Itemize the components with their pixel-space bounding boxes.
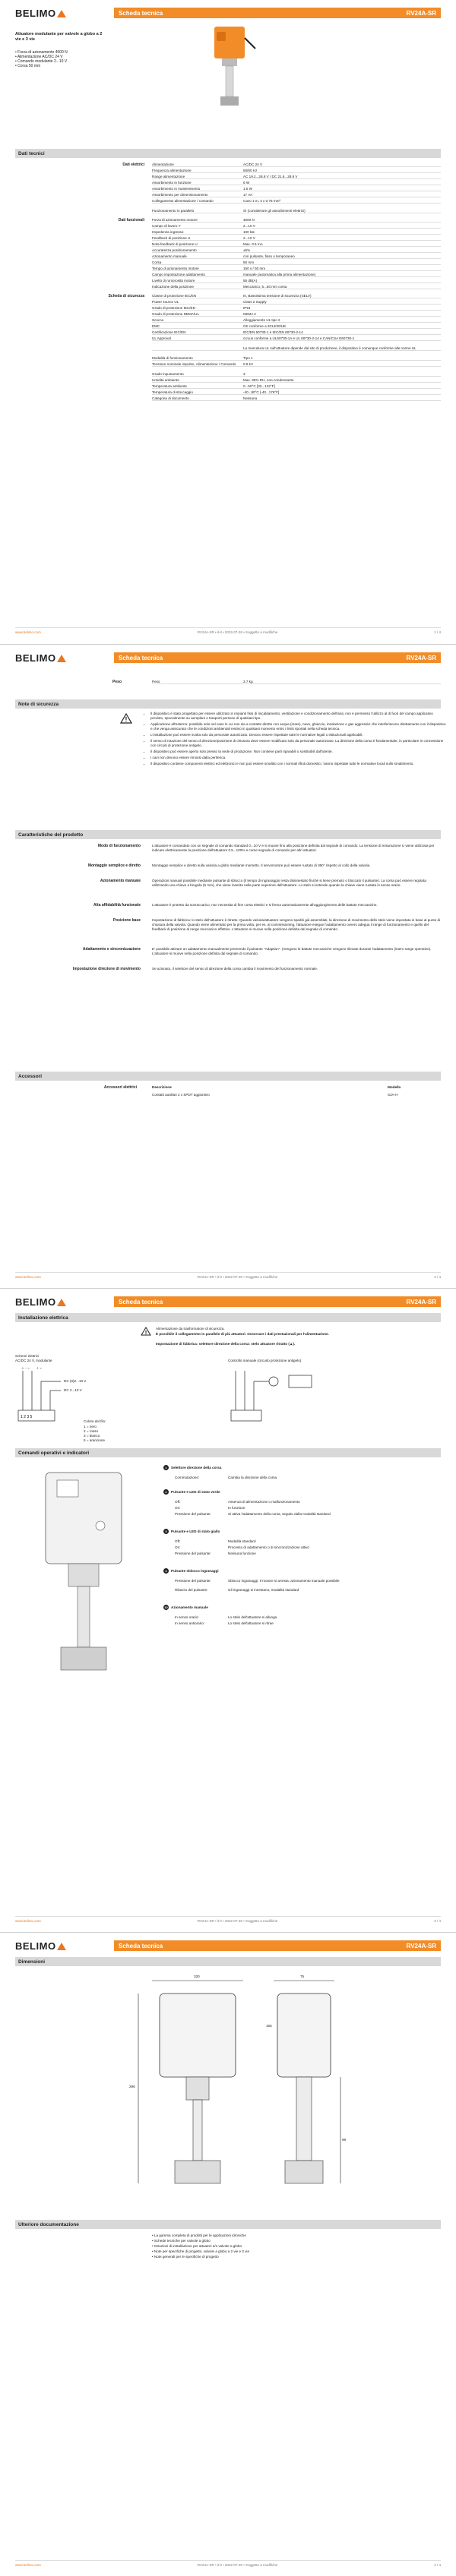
tech-row	[152, 306, 441, 311]
tech-row-key: Classe di protezione IEC/EN	[152, 294, 197, 298]
product-subtitle: Attuatore modulante per valvole a globo a 2 vie e 3 vie	[15, 32, 103, 42]
feature-text: L'attuatore è comandato con un segnale di comando standard 0...10 V e si muove fino alla posizione definita dal segnale di comando. La tensione di misurazione U viene utilizzata per indicare elettricamente la posizione dell'attuatore 0.5...100% e come segnale di comando per altri attuatori.	[152, 844, 435, 852]
feature-text: Operazioni manuali possibile mediante pulsante di sblocco (il tempo di ingranaggio resta disinnestato finché si tiene premuto o bloccato il pulsante). La corsa può essere regolata utilizzando una chiave a brugola (5 mm), che viene inserita nella parte superiore dell'attuatore. Lo stelo si estende quando la chiave viene ruotata in senso orario.	[152, 879, 426, 887]
tech-row-value: 0.8 kV	[243, 362, 254, 366]
product-bullet: • Forza di azionamento 4500 N	[15, 50, 68, 55]
header-title: Scheda tecnica	[119, 1942, 163, 1949]
tech-row-key: Nota feedback di posizione U	[152, 242, 198, 246]
feature-label: Alta affidabilità funzionale	[93, 903, 141, 908]
tech-row-value: con pulsante, fisso o temporaneo	[243, 254, 295, 258]
acc-row-model: S2A-H	[388, 1093, 398, 1097]
svg-text:!: !	[125, 716, 128, 723]
control-number-badge: 4	[163, 1568, 169, 1574]
warning-icon	[141, 1327, 151, 1336]
accessories-heading: Accessori	[15, 1072, 441, 1081]
header-bar	[114, 1940, 441, 1951]
tech-row	[152, 224, 441, 229]
install-warning-1: Alimentazione da trasformatore di sicurezza.	[156, 1327, 225, 1331]
header-model: RV24A-SR	[406, 654, 436, 661]
tech-row-value: 50 mm	[243, 260, 255, 264]
control-state-value: Nessuna funzione	[228, 1552, 256, 1555]
tech-row-value: NEMA 2	[243, 312, 256, 316]
control-title-text: Pulsante e LED di stato verde	[171, 1490, 220, 1494]
product-bullet: • Alimentazione AC/DC 24 V	[15, 55, 63, 59]
footer-page: 2 / 4	[434, 1275, 441, 1279]
tech-row-value: Max. 0.5 mA	[243, 242, 263, 246]
tech-row	[152, 318, 441, 323]
tech-row-value: La marcatura UL sull'attuatore dipende dal sito di produzione, il dispositivo è comunque conforme alle norme UL	[243, 346, 416, 350]
control-number-badge: 10	[164, 1605, 168, 1609]
tech-row-value: cULus conforme a UL60730-1A e UL 60730-2-14 e CAN/CSA E60730-1	[243, 336, 355, 340]
feature-label: Adattamento e sincronizzazione	[82, 947, 141, 952]
tech-row-key: Livello di rumorosità motore	[152, 279, 195, 283]
tech-row-key: Tempo di azionamento motore	[152, 267, 199, 270]
tech-row-key: Corsa	[152, 260, 162, 264]
tech-row	[152, 324, 441, 329]
safety-note: • Applicazione all'esterno: possibile solo nel caso in cui non sia a contatto diretto con acqua (mare), neve, ghiaccio, insolazione o gas aggressivi che interferiscono direttamente con il dispositivo e che venga assicurato che le condizioni ambientali restino in qualsiasi momento entro i limiti riportati nella scheda tecnica.	[150, 722, 447, 731]
tech-row-key: Certificazione IEC/EN	[152, 330, 186, 334]
control-state-value: Sblocco ingranaggi. Il motore si arresta, azionamento manuale possibile	[228, 1579, 340, 1583]
doc-link[interactable]: • Istruzioni di installazione per attuatori e/o valvole a globo	[152, 2244, 242, 2248]
tech-row-key	[152, 346, 243, 350]
footer-web[interactable]: www.belimo.com	[15, 1919, 41, 1923]
tech-row	[152, 248, 441, 253]
feature-label: Modo di funzionamento	[97, 844, 141, 848]
tech-row-key: Impedenza ingresso	[152, 230, 184, 234]
actuator-image	[205, 23, 258, 129]
control-state-value: Lo stelo dell'attuatore si allunga	[228, 1615, 277, 1619]
dimension-drawing	[129, 1975, 350, 2202]
manual-control-diagram	[228, 1365, 350, 1425]
control-title	[163, 1568, 219, 1574]
tech-row-key: Feedback di posizione U	[152, 236, 191, 240]
tech-row-value: AC/DC 24 V	[243, 163, 263, 166]
tech-row-key: Alimentazione	[152, 163, 174, 166]
tech-row-value: AC 19.2...28.8 V / DC 21.6...28.8 V	[243, 175, 298, 178]
page-4	[0, 1932, 456, 2576]
tech-row	[152, 285, 441, 289]
tech-row	[152, 218, 441, 223]
acc-row-desc: Contatti ausiliari 2 x SPDT aggiuntivo	[152, 1093, 210, 1097]
control-state-key: On:	[175, 1506, 181, 1510]
wire-color: 1 = nero	[84, 1425, 97, 1428]
tech-row	[152, 163, 441, 167]
feature-text: Se azionato, il selettore del senso di direzione della corsa cambia il movimento del funzionamento normale.	[152, 967, 318, 971]
tech-row-value: IEC/EN 60730-1 e IEC/EN 60730-2-14	[243, 330, 303, 334]
controls-heading: Comandi operativi e indicatori	[15, 1448, 441, 1457]
tech-row-value: IP54	[243, 306, 251, 310]
tech-row-key: Assorbimento in funzione	[152, 181, 192, 185]
tech-row-key: Azionamento manuale	[152, 254, 187, 258]
footer-page: 3 / 4	[434, 1919, 441, 1923]
tech-row-key: Campo impostazione adattamento	[152, 273, 205, 276]
feature-label: Posizione base	[112, 918, 141, 923]
control-number-badge: 3	[163, 1529, 169, 1534]
control-state-key: Off:	[175, 1500, 181, 1504]
tech-row-key: Temperatura di stoccaggio	[152, 390, 193, 394]
control-state-key: Pressione del pulsante:	[175, 1579, 211, 1583]
tech-row	[152, 169, 441, 173]
tech-row-value: Alloggiamento UL tipo 2	[243, 318, 280, 322]
tech-row-key: Assorbimento in mantenimento	[152, 187, 201, 191]
feature-label: Montaggio semplice e diretto	[87, 863, 141, 868]
footer-web[interactable]: www.belimo.com	[15, 2563, 41, 2567]
control-number-badge: 1	[163, 1465, 169, 1470]
signal-label-2: DC 2...10 V	[64, 1388, 82, 1392]
footer	[15, 1272, 441, 1279]
tech-row-value: 55 dB(A)	[243, 279, 258, 283]
tech-row	[152, 336, 441, 341]
footer-rev: RV24A-SR • it-it • 2022-07-26 • Soggetto a modifiche	[197, 1275, 278, 1279]
tech-row	[152, 300, 441, 305]
warning-icon	[120, 713, 132, 724]
tech-row-value: manuale (automatica alla prima alimentazione)	[243, 273, 316, 276]
doc-link[interactable]: • Note per specifiche di progetto, valvole a globo a 2 vie e 3 vie	[152, 2249, 250, 2253]
feature-text: E' possibile attivare un adattamento manualmente premendo il pulsante "Adaption". (Vengono le battute meccaniche vengono rilevate durante l'adattamento (intero range operativo). L'attuatore si muove nella posizione definita dal segnale di comando.	[152, 947, 432, 955]
tech-row	[152, 181, 441, 185]
safety-note: • L'installazione può essere svolta solo da personale autorizzato. Devono essere rispettate tutte le normative legali o istituzionali applicabili.	[150, 733, 447, 737]
control-state-key: Off:	[175, 1539, 181, 1543]
footer-web[interactable]: www.belimo.com	[15, 630, 41, 634]
feature-label: Impostazione direzione di movimento	[72, 967, 141, 971]
footer	[15, 1916, 441, 1923]
header-title: Scheda tecnica	[119, 654, 163, 661]
tech-row-key: Tensione nominale impulso, Alimentazione / Comando	[152, 362, 236, 366]
control-state-value: Processo di adattamento o di sincronizzazione attivo	[228, 1545, 309, 1549]
tech-row-key: Scocca	[152, 318, 164, 322]
control-state-key: On:	[175, 1545, 181, 1549]
tech-row-key: Collegamento alimentazione / comando	[152, 199, 214, 203]
control-state-key: Commutazione:	[175, 1476, 200, 1479]
dim-height-1: 296	[129, 2085, 135, 2088]
wiring-diagram	[15, 1365, 137, 1425]
actuator-drawing	[30, 1465, 137, 1678]
control-state-value: Lo stelo dell'attuatore si ritrae	[228, 1621, 274, 1625]
control-title	[163, 1465, 221, 1470]
tech-row-value: Meccanico, 5...50 mm corsa	[243, 285, 287, 289]
control-title	[163, 1605, 208, 1610]
wire-colors-title: Colore del filo:	[84, 1419, 106, 1423]
tech-row-value: -40...80°C [-40...176°F]	[243, 390, 280, 394]
tech-row	[152, 267, 441, 271]
control-state-value: In funzione	[228, 1506, 245, 1510]
tech-row-value: III, Bassissima tensione di sicurezza (SELV)	[243, 294, 312, 298]
dim-width-1: 330	[194, 1975, 200, 1978]
control-state-key: Pressione del pulsante:	[175, 1552, 211, 1555]
feature-label: Azionamento manuale	[100, 879, 141, 883]
control-state-value: Cambia la direzione della corsa	[228, 1476, 277, 1479]
feature-text: Montaggio semplice e diretto sulla valvola a globo mediante morsetto. Il servomotore può essere ruotato di 360° rispetto al collo della valvola.	[152, 863, 371, 867]
belimo-logo: BELIMO	[15, 8, 66, 19]
control-state-value: Assenza di alimentazione o malfunzionamento	[228, 1500, 300, 1504]
tech-row	[152, 312, 441, 317]
tech-row-key: Grado inquinamento	[152, 372, 184, 376]
accessories-label: Accessori elettrici	[103, 1085, 137, 1090]
tech-row-key: Accuratezza posizionamento	[152, 248, 197, 252]
tech-row-key: Categoria di documento	[152, 396, 189, 400]
control-state-value: Si attiva l'adattamento della corsa, seguito dalla modalità standard	[228, 1512, 331, 1516]
tech-row-value: Max. 95% RH, non-condensante	[243, 378, 294, 382]
dim-height-2: 98	[342, 2138, 347, 2142]
tech-row-value: 17 VA	[243, 193, 253, 197]
tech-row-value: Sì (considerare gli assorbimenti elettrici)	[243, 209, 306, 213]
tech-row	[152, 260, 441, 265]
footer-rev: RV24A-SR • it-it • 2022-07-26 • Soggetto a modifiche	[197, 2563, 278, 2567]
tech-row	[152, 254, 441, 259]
schema-subtitle: AC/DC 24 V, modulante	[15, 1359, 52, 1362]
tech-row-key: Grado di protezione IEC/EN	[152, 306, 195, 310]
tech-row-key: Assorbimento per dimensionamento	[152, 193, 208, 197]
tech-row	[152, 273, 441, 277]
tech-row-value: 1.5 W	[243, 187, 252, 191]
svg-text:1 2 3 5: 1 2 3 5	[21, 1415, 33, 1419]
product-bullet: • Corsa 50 mm	[15, 64, 41, 68]
peso-label: Peso	[112, 680, 122, 684]
tech-row-value: 2...10 V	[243, 224, 255, 228]
feature-text: Impostazione di fabbrica: lo stelo dell'attuatore è ritratto. Quando valvola/attuatore vengono spediti già assemblati, la direzione di movimento dello stelo viene impostata in base al punto di chiusura della valvola. Quando viene alimentato per la prima volta, per es. al commissioning, l'attuatore esegue l'adattamento ovvero adegua il range di funzionamento e quello del feedback di posizione al range meccanico effettivo. L'attuatore si muove nella posizione definita dal segnale di comando.	[152, 918, 441, 931]
safety-note: • Il senso di rotazione del senso di direzione/posizione di chiusura deve essere modificato solo da personale autorizzato. La direzione della corsa è fondamentale, in particolare in connessione con circuiti di protezione antigelo.	[150, 739, 447, 748]
wire-color: 2 = rosso	[84, 1429, 99, 1433]
tech-row-value: 150 s / 50 mm	[243, 267, 266, 270]
tech-row	[152, 187, 441, 191]
belimo-logo: BELIMO	[15, 1940, 66, 1952]
tech-row-value: Cavo 1 m, 4 x 0.75 mm²	[243, 199, 281, 203]
tech-row-key: Range alimentazione	[152, 175, 185, 178]
control-number-badge: 2	[163, 1489, 169, 1495]
tech-group-label: Dati funzionali	[118, 218, 144, 223]
control-title-text: Pulsante sblocco ingranaggi	[171, 1569, 219, 1573]
doc-link[interactable]: • La gamma completa di prodotti per le applicazioni idroniche	[152, 2233, 246, 2237]
header-title: Scheda tecnica	[119, 1298, 163, 1305]
tech-row-value: 100 kΩ	[243, 230, 255, 234]
installation-heading: Installazione elettrica	[15, 1313, 441, 1322]
wire-label-1: ⊥ - ~	[21, 1366, 30, 1370]
tech-row-key: Frequenza alimentazione	[152, 169, 192, 172]
docs-heading: Ulteriore documentazione	[15, 2220, 441, 2229]
footer-rev: RV24A-SR • it-it • 2022-07-26 • Soggetto a modifiche	[197, 1919, 278, 1923]
control-state-key: In senso antiorario:	[175, 1621, 205, 1625]
control-title-text: Selettore direzione della corsa	[171, 1466, 222, 1470]
tech-row	[152, 209, 441, 213]
belimo-logo: BELIMO	[15, 652, 66, 664]
dimensions-heading: Dimensioni	[15, 1957, 441, 1966]
control-state-key: Rilascio del pulsante:	[175, 1588, 208, 1592]
tech-row	[152, 199, 441, 204]
tech-row-value: Tipo 1	[243, 356, 253, 360]
tech-row	[152, 330, 441, 335]
control-title	[163, 1489, 220, 1495]
footer-rev: RV24A-SR • it-it • 2022-07-26 • Soggetto a modifiche	[197, 630, 278, 634]
acc-col-desc: Descrizione	[152, 1085, 172, 1089]
features-heading: Caratteristiche del prodotto	[15, 830, 441, 839]
doc-link[interactable]: • Schede tecniche per valvole a globo	[152, 2239, 211, 2243]
wire-color: 3 = bianco	[84, 1434, 100, 1438]
control-title	[163, 1529, 220, 1534]
footer-page: 4 / 4	[434, 2563, 441, 2567]
tech-row	[152, 362, 441, 367]
control-state-value: Modalità standard	[228, 1539, 256, 1543]
schema-title: Schemi elettrici	[15, 1354, 40, 1358]
tech-row-key: Temperatura ambiente	[152, 384, 187, 388]
product-bullet: • Comando modulante 2...10 V	[15, 59, 68, 64]
tech-row	[152, 236, 441, 241]
header-model: RV24A-SR	[406, 1298, 436, 1305]
tech-row-value: 0...50°C [32...122°F]	[243, 384, 275, 388]
tech-row	[152, 372, 441, 377]
tech-row	[152, 294, 441, 298]
tech-row	[152, 390, 441, 395]
header-model: RV24A-SR	[406, 1942, 436, 1949]
tech-row-value: Class 2 Supply	[243, 300, 267, 304]
control-title-text: Pulsante e LED di stato giallo	[171, 1530, 220, 1533]
feature-text: L'attuatore è protetto da sovraccarico, non necessita di fine corsa elettrici e si ferma automaticamente all'aggiungimento delle battute meccaniche.	[152, 903, 378, 907]
safety-list	[144, 712, 447, 768]
tech-row-value: ±5%	[243, 248, 251, 252]
tech-row-key: Funzionamento in parallelo	[152, 209, 195, 213]
tech-row	[152, 230, 441, 235]
manual-control-title: Controllo manuale (circuito protezione antigelo)	[228, 1359, 302, 1362]
tech-row-value: 3	[243, 372, 245, 376]
doc-link[interactable]: • Note generali per le specifiche di progetto	[152, 2255, 219, 2259]
footer	[15, 2560, 441, 2567]
safety-note: • Il dispositivo è stato progettato per essere utilizzato in impianti fissi di riscaldamento, ventilazione e condizionamento dell'aria; non è permesso l'utilizzo al di fuori del campo applicativo previsto, specialmente su aeroplani o trasporti persone di qualsiasi tipo.	[150, 712, 447, 721]
footer-web[interactable]: www.belimo.com	[15, 1275, 41, 1279]
control-title-text: Azionamento manuale	[171, 1605, 208, 1609]
tech-row	[152, 193, 441, 197]
tech-row	[152, 378, 441, 383]
control-state-key: In senso orario:	[175, 1615, 199, 1619]
header-model: RV24A-SR	[406, 9, 436, 17]
footer-page: 1 / 4	[434, 630, 441, 634]
peso-row: Peso 3.7 kg	[152, 680, 441, 684]
tech-row-key: Umidità ambiente	[152, 378, 179, 382]
safety-note: • I cavi non devono essere rimossi dalla periferica.	[150, 756, 447, 760]
tech-row	[152, 396, 441, 401]
tech-row	[152, 384, 441, 389]
tech-group-label: Dati elettrici	[122, 163, 144, 167]
tech-row-key: UL Approval	[152, 336, 171, 340]
acc-col-model: Modello	[388, 1085, 401, 1089]
tech-row	[152, 279, 441, 283]
dim-depth: 155	[266, 2024, 272, 2028]
control-state-key: Pressione del pulsante:	[175, 1512, 211, 1516]
tech-row-value: 50/60 Hz	[243, 169, 258, 172]
tech-row-key: Campo di lavoro Y	[152, 224, 181, 228]
tech-row-value: Nessuna	[243, 396, 258, 400]
header-title: Scheda tecnica	[119, 9, 163, 17]
tech-heading: Dati tecnici	[15, 149, 441, 158]
safety-note: • Il dispositivo contiene componenti elettrici ed elettronici e non può essere smaltito con i normali rifiuti domestici. Vanno rispettate tutte le normative locali sullo smaltimento.	[150, 762, 447, 766]
tech-row-key: Grado di protezione NEMA/UL	[152, 312, 200, 316]
safety-note: • Il dispositivo può essere aperto solo presso la sede di produzione. Non contiene parti riparabili o sostituibili dall'utente.	[150, 750, 447, 754]
tech-row-value: 4500 N	[243, 218, 255, 222]
page-1	[0, 0, 456, 644]
tech-row-key: Forza di azionamento motore	[152, 218, 198, 222]
install-warning-3: Impostazione di fabbrica: selettore direzione della corsa: stelo attuatore ritratto (▲).	[156, 1342, 296, 1346]
tech-row-value: 2...10 V	[243, 236, 255, 240]
header-bar	[114, 652, 441, 663]
belimo-logo: BELIMO	[15, 1296, 66, 1308]
control-state-value: Gli ingranaggi si innestano, modalità standard	[228, 1588, 299, 1592]
tech-group-label: Scheda di sicurezza	[108, 294, 144, 298]
svg-text:!: !	[144, 1331, 147, 1336]
header-bar	[114, 8, 441, 18]
tech-row-key: Power source UL	[152, 300, 179, 304]
install-warning-2: È possibile il collegamento in parallelo di più attuatori. Osservare i dati prestazionali per l'alimentazione.	[156, 1332, 329, 1336]
tech-row-key: Indicazione della posizione	[152, 285, 194, 289]
tech-row-value: 6 W	[243, 181, 250, 185]
page-3	[0, 1288, 456, 1932]
tech-row-value: CE conforme a 2014/30/UE	[243, 324, 287, 328]
header-bar	[114, 1296, 441, 1307]
signal-label-1: DC (0)2...10 V	[64, 1379, 87, 1383]
tech-row	[152, 175, 441, 179]
tech-row-key: EMC	[152, 324, 160, 328]
tech-row	[152, 356, 441, 361]
footer	[15, 627, 441, 634]
page-2	[0, 644, 456, 1288]
tech-row-key: Modalità di funzionamento	[152, 356, 193, 360]
safety-heading: Note di sicurezza	[15, 699, 441, 709]
wire-color: 5 = arancione	[84, 1438, 105, 1442]
wire-label-2: + ~	[36, 1366, 42, 1370]
tech-row	[152, 242, 441, 247]
dim-width-2: 75	[300, 1975, 305, 1978]
tech-row	[152, 346, 441, 351]
